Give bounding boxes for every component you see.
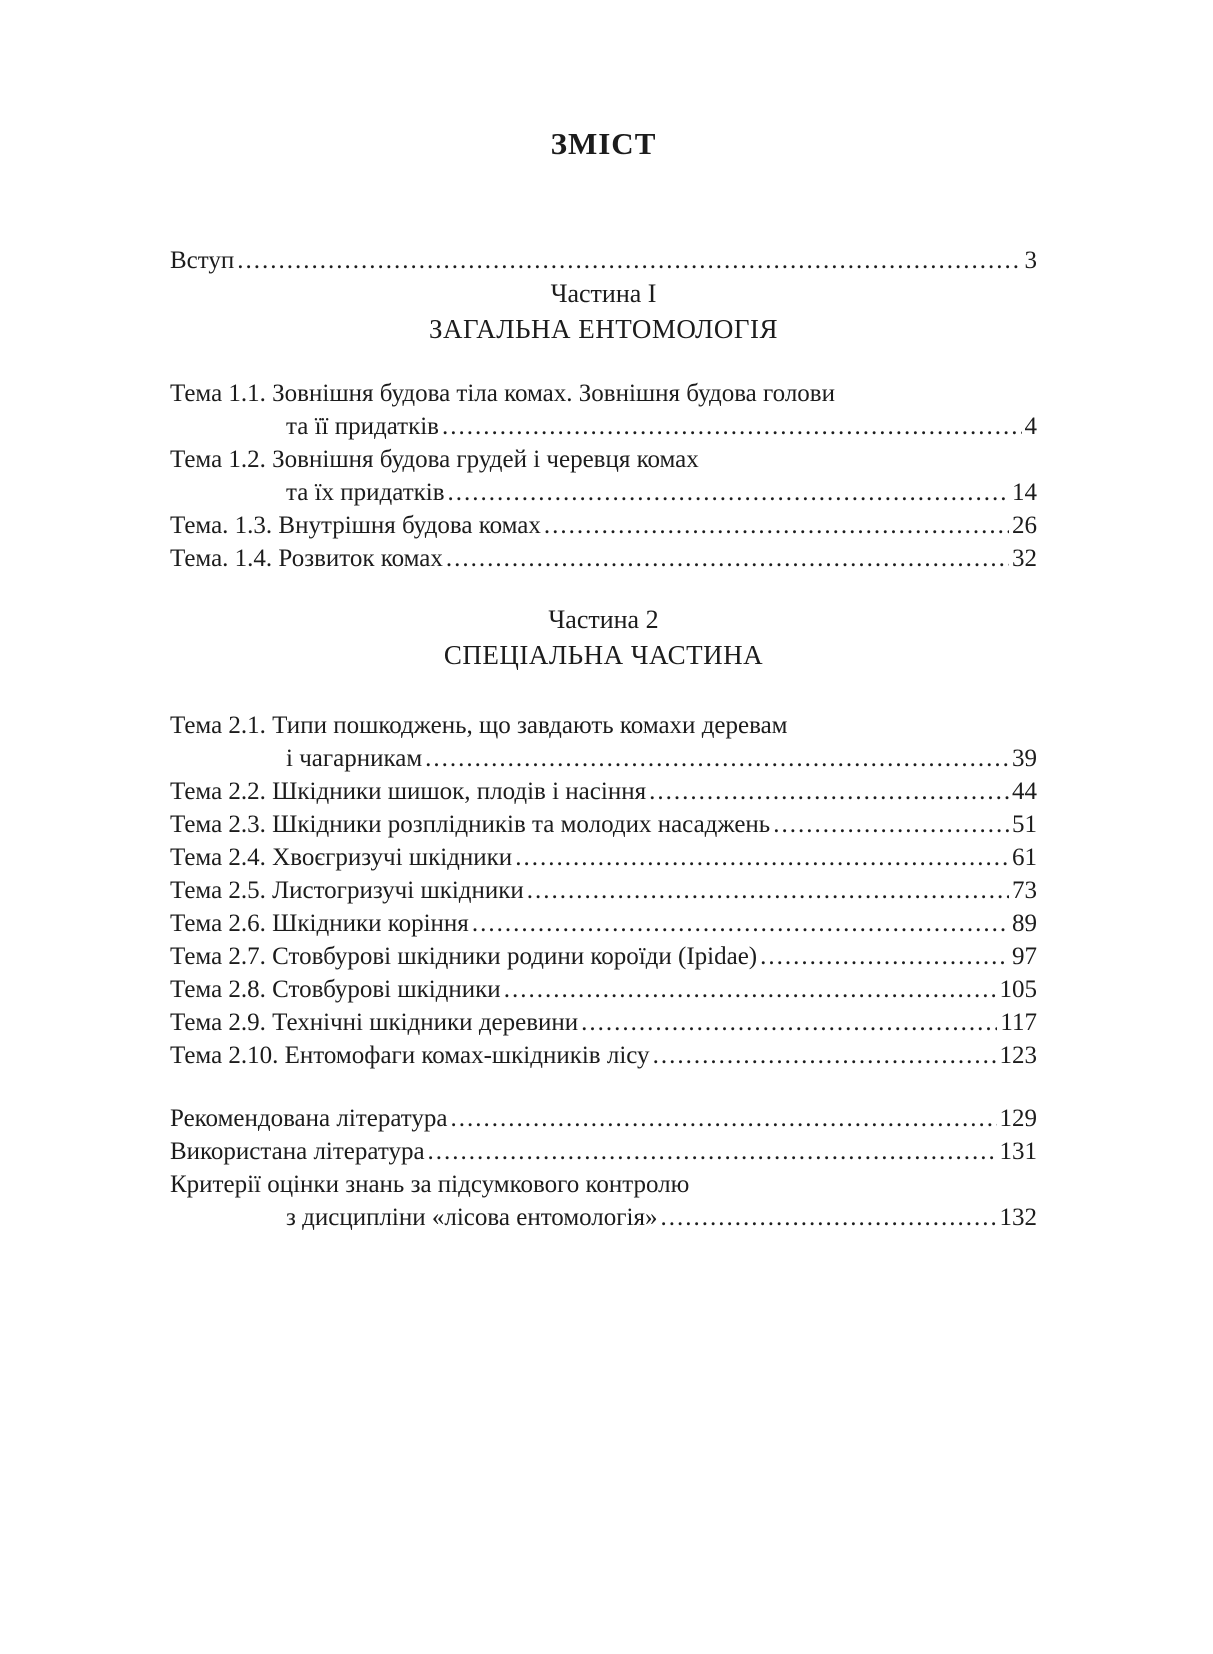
toc-entry bbox=[170, 1102, 1037, 1135]
toc-entry-page: 123 bbox=[999, 1042, 1037, 1069]
toc-entry-page: 4 bbox=[1024, 413, 1037, 440]
toc-entry-label: Тема 1.2. Зовнішня будова грудей і черевця комах bbox=[170, 446, 699, 473]
toc-entry-label: Тема 2.4. Хвоєгризучі шкідники bbox=[170, 844, 513, 871]
leader-dots bbox=[773, 808, 1009, 841]
toc-entry-continuation bbox=[170, 410, 1037, 443]
leader-dots bbox=[237, 244, 1021, 277]
toc-entry bbox=[170, 973, 1037, 1006]
part1-subheading: ЗАГАЛЬНА ЕНТОМОЛОГІЯ bbox=[429, 314, 778, 344]
leader-dots bbox=[450, 1102, 996, 1135]
toc-entry-page: 26 bbox=[1012, 512, 1037, 539]
toc-entry-label: Тема 2.5. Листогризучі шкідники bbox=[170, 877, 524, 904]
toc-entry-cont-label: та їх придатків bbox=[286, 479, 445, 506]
toc-entry-label: Тема 2.9. Технічні шкідники деревини bbox=[170, 1009, 579, 1036]
leader-dots bbox=[446, 542, 1009, 575]
toc-entry-label: Тема 1.1. Зовнішня будова тіла комах. Зовнішня будова голови bbox=[170, 380, 835, 407]
toc-entry-label: Вступ bbox=[170, 247, 235, 274]
back-matter-entries bbox=[170, 1102, 1037, 1234]
toc-entry bbox=[170, 775, 1037, 808]
toc-entry-label: Тема 2.6. Шкідники коріння bbox=[170, 910, 469, 937]
toc-entry bbox=[170, 377, 1037, 443]
toc-entry-page: 89 bbox=[1012, 910, 1037, 937]
toc-entry bbox=[170, 1006, 1037, 1039]
toc-entry bbox=[170, 443, 1037, 509]
toc-entry-label: Тема 2.3. Шкідники розплідників та молодих насаджень bbox=[170, 811, 771, 838]
toc-entry-page: 129 bbox=[999, 1105, 1037, 1132]
toc-entry-continuation bbox=[170, 476, 1037, 509]
toc-entry-label: Критерії оцінки знань за підсумкового контролю bbox=[170, 1171, 690, 1198]
toc-entry bbox=[170, 940, 1037, 973]
toc-entry-label: Використана література bbox=[170, 1138, 425, 1165]
leader-dots bbox=[649, 775, 1009, 808]
toc-entry-label: Тема 2.8. Стовбурові шкідники bbox=[170, 976, 501, 1003]
toc-entry-label: Тема 2.1. Типи пошкоджень, що завдають комахи деревам bbox=[170, 712, 788, 739]
leader-dots bbox=[653, 1039, 997, 1072]
part2-subheading: СПЕЦІАЛЬНА ЧАСТИНА bbox=[443, 640, 764, 670]
toc-entry bbox=[170, 1168, 1037, 1234]
toc-entry-continuation bbox=[170, 1201, 1037, 1234]
toc-entry-label: Тема 2.7. Стовбурові шкідники родини короїди (Ipidae) bbox=[170, 943, 758, 970]
toc-entry-label: Тема. 1.3. Внутрішня будова комах bbox=[170, 512, 541, 539]
toc-entry-label: Тема 2.10. Ентомофаги комах-шкідників лісу bbox=[170, 1042, 650, 1069]
leader-dots bbox=[472, 907, 1009, 940]
toc-entry-cont-label: і чагарникам bbox=[286, 745, 423, 772]
part2-entries bbox=[170, 709, 1037, 1072]
toc-entry bbox=[170, 542, 1037, 575]
toc-entry bbox=[170, 841, 1037, 874]
leader-dots bbox=[425, 742, 1009, 775]
toc-entry-label: Тема 2.2. Шкідники шишок, плодів і насіння bbox=[170, 778, 647, 805]
toc-entry-intro bbox=[170, 244, 1037, 277]
toc-entry-page: 73 bbox=[1012, 877, 1037, 904]
toc-entry-page: 39 bbox=[1012, 745, 1037, 772]
leader-dots bbox=[544, 509, 1009, 542]
toc-entry bbox=[170, 709, 1037, 775]
toc-entry bbox=[170, 907, 1037, 940]
leader-dots bbox=[581, 1006, 997, 1039]
toc-entry bbox=[170, 874, 1037, 907]
toc-entry bbox=[170, 808, 1037, 841]
toc-entry bbox=[170, 1039, 1037, 1072]
toc-entry-page: 14 bbox=[1012, 479, 1037, 506]
part1-heading: Частина I bbox=[550, 279, 657, 308]
part2-heading: Частина 2 bbox=[548, 605, 659, 634]
page-title: ЗМІСТ bbox=[550, 126, 657, 161]
toc-entry-label: Рекомендована література bbox=[170, 1105, 448, 1132]
leader-dots bbox=[760, 940, 1009, 973]
toc-entry-page: 3 bbox=[1024, 247, 1037, 274]
toc-entry-label: Тема. 1.4. Розвиток комах bbox=[170, 545, 443, 572]
toc-entry-page: 105 bbox=[999, 976, 1037, 1003]
toc-entry-continuation bbox=[170, 742, 1037, 775]
leader-dots bbox=[428, 1135, 997, 1168]
part1-entries bbox=[170, 377, 1037, 575]
toc-entry-page: 44 bbox=[1012, 778, 1037, 805]
leader-dots bbox=[504, 973, 997, 1006]
toc-entry-cont-label: з дисципліни «лісова ентомологія» bbox=[286, 1204, 658, 1231]
leader-dots bbox=[448, 476, 1009, 509]
leader-dots bbox=[527, 874, 1009, 907]
leader-dots bbox=[515, 841, 1009, 874]
toc-entry-page: 97 bbox=[1012, 943, 1037, 970]
toc-entry-page: 132 bbox=[999, 1204, 1037, 1231]
toc-entry-page: 131 bbox=[999, 1138, 1037, 1165]
toc-entry-page: 32 bbox=[1012, 545, 1037, 572]
part1-heading-block bbox=[170, 277, 1037, 347]
leader-dots bbox=[442, 410, 1022, 443]
toc-entry bbox=[170, 1135, 1037, 1168]
leader-dots bbox=[660, 1201, 996, 1234]
toc-entry-page: 61 bbox=[1012, 844, 1037, 871]
toc-entry-page: 117 bbox=[1000, 1009, 1037, 1036]
toc-entry-page: 51 bbox=[1012, 811, 1037, 838]
toc-entry bbox=[170, 509, 1037, 542]
part2-heading-block bbox=[170, 603, 1037, 673]
toc-entry-cont-label: та її придатків bbox=[286, 413, 439, 440]
